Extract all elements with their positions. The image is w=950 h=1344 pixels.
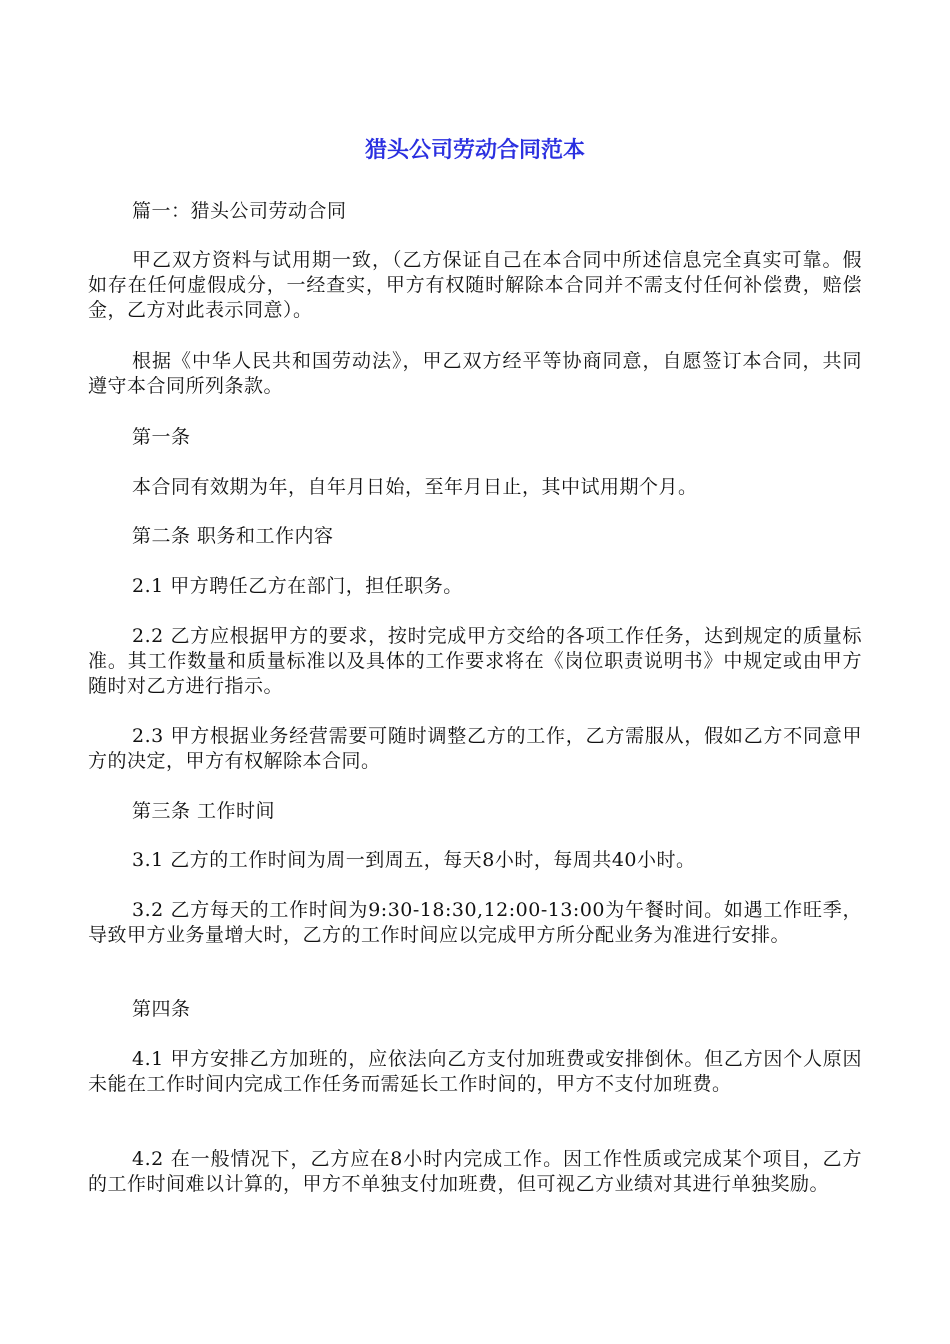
document-page xyxy=(88,0,862,1344)
paragraph-term: 本合同有效期为年，自年月日始，至年月日止，其中试用期个月。 xyxy=(132,476,698,498)
paragraph-legal-basis: 根据《中华人民共和国劳动法》，甲乙双方经平等协商同意，自愿签订本合同，共同遵守本合同所列条款。 xyxy=(88,350,862,397)
paragraph-intro: 甲乙双方资料与试用期一致，（乙方保证自己在本合同中所述信息完全真实可靠。假如存在任何虚假成分，一经查实，甲方有权随时解除本合同并不需支付任何补偿费，赔偿金，乙方对此表示同意）。 xyxy=(88,249,862,321)
article-2-heading: 第二条 职务和工作内容 xyxy=(132,525,334,547)
article-4-heading: 第四条 xyxy=(132,998,191,1020)
clause-2-2: 2.2 乙方应根据甲方的要求，按时完成甲方交给的各项工作任务，达到规定的质量标准。其工作数量和质量标准以及具体的工作要求将在《岗位职责说明书》中规定或由甲方随时对乙方进行指示。 xyxy=(88,625,862,697)
article-1-heading: 第一条 xyxy=(132,426,191,448)
clause-2-3: 2.3 甲方根据业务经营需要可随时调整乙方的工作，乙方需服从，假如乙方不同意甲方的决定，甲方有权解除本合同。 xyxy=(88,725,862,772)
document-title: 猎头公司劳动合同范本 xyxy=(364,138,585,163)
clause-3-2: 3.2 乙方每天的工作时间为9:30-18:30,12:00-13:00为午餐时间。如遇工作旺季，导致甲方业务量增大时，乙方的工作时间应以完成甲方所分配业务为准进行安排。 xyxy=(88,899,862,946)
paragraph-section-heading: 篇一：猎头公司劳动合同 xyxy=(132,200,347,222)
clause-3-1: 3.1 乙方的工作时间为周一到周五，每天8小时，每周共40小时。 xyxy=(132,849,696,871)
article-3-heading: 第三条 工作时间 xyxy=(132,800,276,822)
clause-4-2: 4.2 在一般情况下，乙方应在8小时内完成工作。因工作性质或完成某个项目，乙方的工作时间难以计算的，甲方不单独支付加班费，但可视乙方业绩对其进行单独奖励。 xyxy=(88,1148,862,1195)
clause-2-1: 2.1 甲方聘任乙方在部门，担任职务。 xyxy=(132,575,463,597)
clause-4-1: 4.1 甲方安排乙方加班的，应依法向乙方支付加班费或安排倒休。但乙方因个人原因未能在工作时间内完成工作任务而需延长工作时间的，甲方不支付加班费。 xyxy=(88,1048,862,1095)
